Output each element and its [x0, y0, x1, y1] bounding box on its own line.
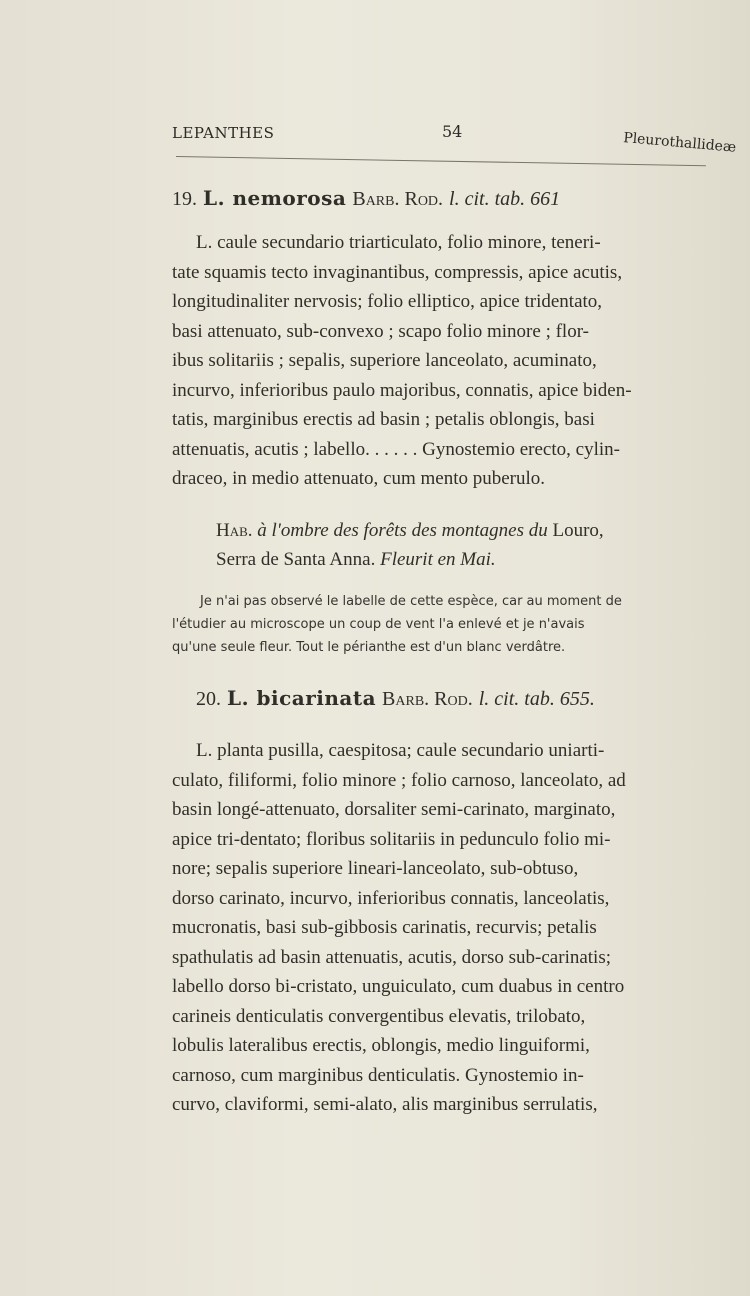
species-name: L. nemorosa [203, 186, 347, 210]
text-line: tate squamis tecto invaginantibus, compressis, apice acutis, [172, 261, 623, 283]
text-line: longitudinaliter nervosis; folio elliptico, apice tridentato, [172, 291, 603, 312]
description-paragraph [172, 736, 717, 1120]
species-name: L. bicarinata [227, 686, 377, 710]
flowering-time: Fleurit en Mai. [380, 549, 496, 570]
running-head-genus: LEPANTHES [172, 124, 275, 142]
text-line: L. caule secundario triarticulato, folio minore, teneri- [196, 232, 601, 253]
species-20-heading [172, 686, 717, 711]
species-author: Barb. Rod. [382, 688, 473, 710]
text-line: carineis denticulatis convergentibus elevatis, trilobato, [172, 1005, 586, 1027]
text-line: basin longé-attenuato, dorsaliter semi-carinato, marginato, [172, 799, 616, 820]
text-line: tatis, marginibus erectis ad basin ; petalis oblongis, basi [172, 409, 595, 430]
species-number: 20. [196, 688, 221, 710]
species-19-habitat [172, 516, 717, 574]
habitat-place: Louro, [552, 520, 604, 541]
note-line: l'étudier au microscope un coup de vent l'a enlevé et je n'avais [172, 617, 585, 632]
text-line: culato, filiformi, folio minore ; folio carnoso, lanceolato, ad [172, 769, 626, 791]
text-line: spathulatis ad basin attenuatis, acutis, dorso sub-carinatis; [172, 946, 612, 968]
text-line: incurvo, inferioribus paulo majoribus, connatis, apice biden- [172, 379, 632, 401]
text-line: nore; sepalis superiore lineari-lanceolato, sub-obtuso, [172, 858, 579, 879]
text-line: labello dorso bi-cristato, unguiculato, cum duabus in centro [172, 976, 625, 997]
species-reference: l. cit. tab. 661 [449, 188, 561, 210]
text-line: lobulis lateralibus erectis, oblongis, medio linguiformi, [172, 1035, 590, 1056]
species-number: 19. [172, 188, 197, 210]
species-19-description [172, 228, 717, 494]
text-line: draceo, in medio attenuato, cum mento puberulo. [172, 468, 546, 489]
running-head [172, 118, 737, 158]
species-20-description [172, 736, 717, 1120]
species-19-note [172, 590, 717, 659]
description-paragraph [172, 228, 717, 494]
text-line: ibus solitariis ; sepalis, superiore lanceolato, acuminato, [172, 350, 597, 371]
habitat-text: à l'ombre des forêts des montagnes du [257, 520, 548, 541]
habitat-place: Serra de Santa Anna. [216, 549, 376, 570]
running-head-family: Pleurothallideæ [622, 130, 737, 156]
species-author: Barb. Rod. [352, 188, 444, 210]
text-line: curvo, claviformi, semi-alato, alis marginibus serrulatis, [172, 1094, 598, 1115]
text-line: mucronatis, basi sub-gibbosis carinatis, recurvis; petalis [172, 917, 597, 938]
text-line: carnoso, cum marginibus denticulatis. Gynostemio in- [172, 1064, 584, 1086]
text-line: basi attenuato, sub-convexo ; scapo folio minore ; flor- [172, 320, 589, 342]
habitat-label: Hab. [216, 520, 253, 541]
text-line: attenuatis, acutis ; labello. . . . . . Gynostemio erecto, cylin- [172, 438, 620, 460]
species-reference: l. cit. tab. 655. [478, 688, 595, 710]
page-number: 54 [442, 122, 463, 141]
note-line: Je n'ai pas observé le labelle de cette espèce, car au moment de [200, 594, 622, 609]
text-line: dorso carinato, incurvo, inferioribus connatis, lanceolatis, [172, 887, 610, 909]
text-line: apice tri-dentato; floribus solitariis in pedunculo folio mi- [172, 828, 611, 850]
text-line: L. planta pusilla, caespitosa; caule secundario uniarti- [196, 740, 605, 761]
note-line: qu'une seule fleur. Tout le périanthe est d'un blanc verdâtre. [172, 640, 566, 655]
species-19-heading [172, 186, 717, 211]
